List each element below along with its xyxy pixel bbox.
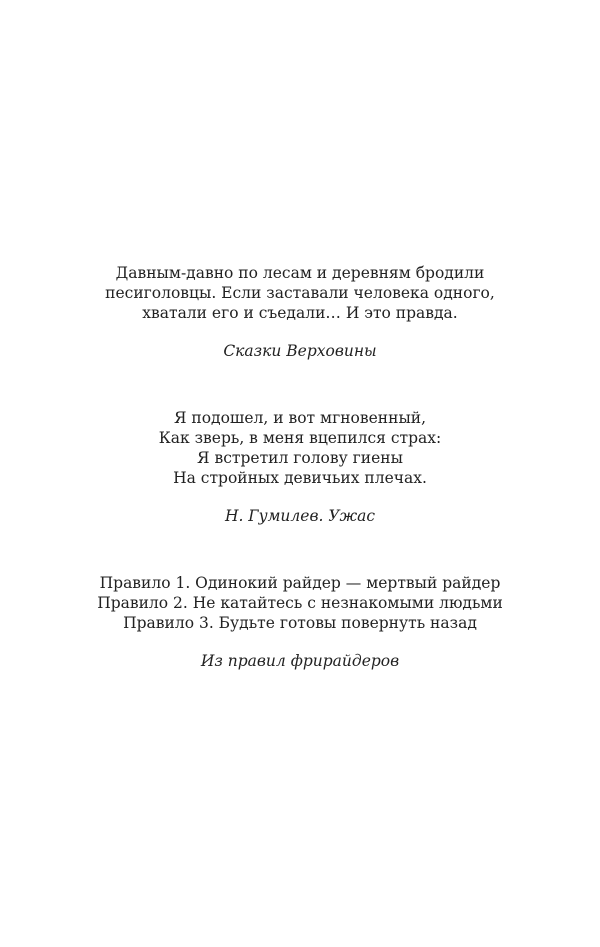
epigraph-text — [0, 408, 600, 488]
epigraph-line: Правило 1. Одинокий райдер — мертвый райдер — [99, 574, 501, 592]
epigraph-line: На стройных девичьих плечах. — [173, 469, 427, 487]
epigraph-source: Н. Гумилев. Ужас — [224, 507, 376, 525]
epigraph-line: Как зверь, в меня вцепился страх: — [158, 429, 442, 447]
epigraph-line: Правило 2. Не катайтесь с незнакомыми людьми — [97, 594, 503, 612]
epigraph-line: песиголовцы. Если заставали человека одного, — [105, 284, 495, 302]
epigraph-folk-tale — [0, 263, 600, 361]
epigraph-rules — [0, 573, 600, 671]
epigraph-text — [0, 573, 600, 633]
epigraph-line: Я встретил голову гиены — [197, 449, 403, 467]
epigraph-source: Сказки Верховины — [223, 342, 377, 360]
epigraph-line: Давным-давно по лесам и деревням бродили — [115, 264, 485, 282]
epigraph-line: хватали его и съедали… И это правда. — [142, 304, 458, 322]
epigraph-poem — [0, 408, 600, 526]
epigraph-line: Правило 3. Будьте готовы повернуть назад — [123, 614, 477, 632]
epigraph-text — [0, 263, 600, 323]
epigraph-line: Я подошел, и вот мгновенный, — [173, 409, 427, 427]
epigraph-source: Из правил фрирайдеров — [200, 652, 400, 670]
